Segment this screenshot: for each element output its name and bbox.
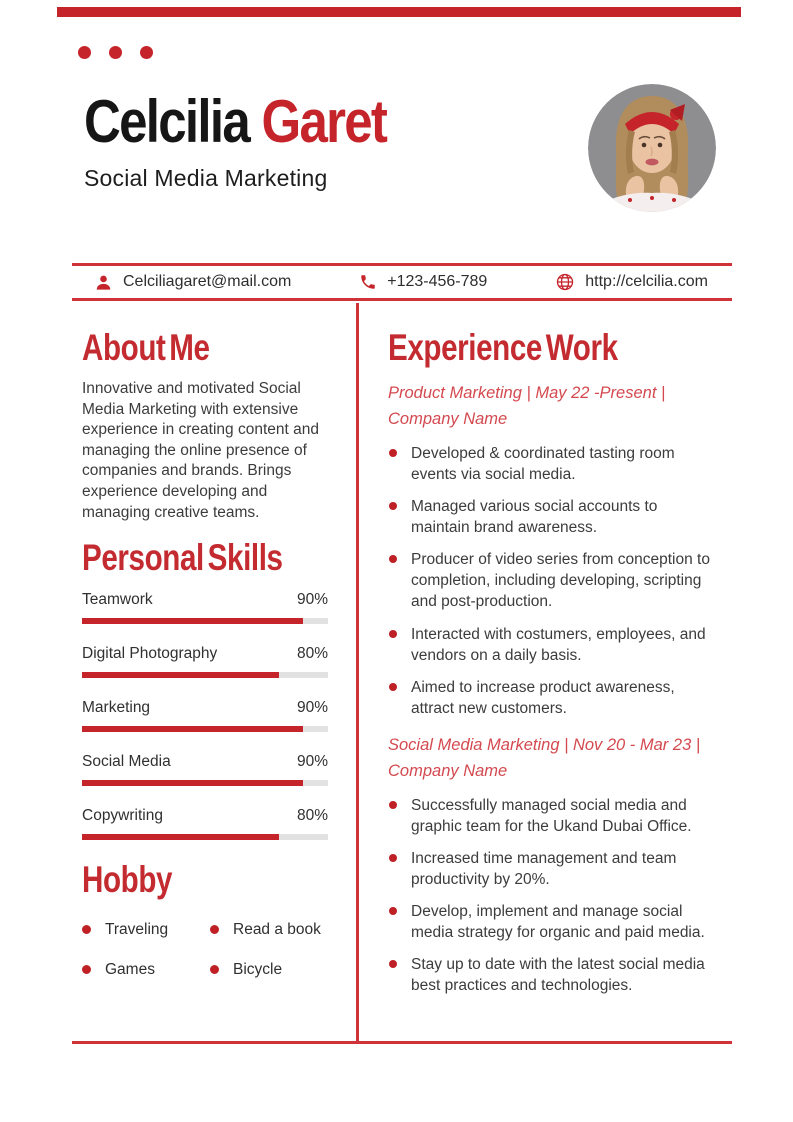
skill-bar-fill [82,726,303,732]
skill-bar-track [82,780,328,786]
bullet-icon [210,965,219,974]
job-bullet: Aimed to increase product awareness, attract new customers. [388,677,712,719]
skill-percent: 90% [296,590,328,608]
globe-icon [555,272,575,292]
skill-percent: 90% [296,752,328,770]
dot-icon [78,46,91,59]
header [84,90,440,192]
bullet-icon [210,925,219,934]
skill-label: Marketing [82,698,151,716]
skill-bar-track [82,618,328,624]
column-divider [356,303,359,1042]
top-accent-bar [57,7,741,17]
skill-item [82,753,328,786]
experience-title: Experience Work [388,327,618,368]
skills-list [82,591,328,840]
last-name: Garet [261,88,387,155]
job-heading: Social Media Marketing | Nov 20 - Mar 23 | Company Name [388,735,701,780]
job-bullet: Managed various social accounts to maintain brand awareness. [388,496,712,538]
experience-jobs [388,380,712,996]
skill-bar-track [82,834,328,840]
left-column [82,329,328,979]
skill-bar-fill [82,618,303,624]
decorative-dots [78,46,153,59]
bottom-divider [72,1041,732,1044]
skill-item [82,699,328,732]
avatar [588,84,716,212]
person-icon [94,273,113,292]
skills-title: Personal Skills [82,536,283,578]
skill-label: Digital Photography [82,644,218,662]
hobby-item [210,921,328,939]
page-title [84,90,386,153]
skill-percent: 90% [296,698,328,716]
job-bullet-list [388,795,712,997]
skill-item [82,807,328,840]
hobby-label: Traveling [105,920,169,938]
hobby-label: Read a book [233,920,321,938]
skill-item [82,645,328,678]
job-bullet: Interacted with costumers, employees, and vendors on a daily basis. [388,624,712,666]
skill-bar-fill [82,834,279,840]
skill-bar-track [82,726,328,732]
skill-bar-fill [82,672,279,678]
content-columns [0,303,793,1044]
skill-item [82,591,328,624]
contact-bar [72,263,732,301]
bullet-icon [82,925,91,934]
dot-icon [140,46,153,59]
right-column [388,329,712,1007]
hobby-item [82,961,210,979]
skill-bar-fill [82,780,303,786]
job-entry [388,380,712,719]
skill-label: Social Media [82,752,171,770]
hobby-label: Bicycle [233,960,283,978]
phone-icon [359,273,377,291]
website-text: http://celcilia.com [585,273,708,290]
skill-label: Copywriting [82,806,163,824]
job-bullet: Develop, implement and manage social media strategy for organic and paid media. [388,901,712,943]
dot-icon [109,46,122,59]
about-text: Innovative and motivated Social Media Marketing with extensive experience in creating content and managing the online presence of companies and brands. Brings experience developing and managing creative teams. [82,380,319,521]
job-bullet: Increased time management and team productivity by 20%. [388,848,712,890]
job-bullet-list [388,443,712,719]
job-subtitle: Social Media Marketing [84,165,328,191]
job-bullet: Producer of video series from conception to completion, including developing, scripting and post-production. [388,549,712,612]
hobby-label: Games [105,960,155,978]
skill-label: Teamwork [82,590,153,608]
portrait-photo-illustration [588,84,716,212]
hobby-list [82,921,328,979]
phone-text: +123-456-789 [387,273,488,290]
skill-bar-track [82,672,328,678]
contact-phone [359,273,487,291]
bullet-icon [82,965,91,974]
job-heading: Product Marketing | May 22 -Present | Company Name [388,384,666,428]
about-title: About Me [82,327,210,368]
skill-percent: 80% [296,806,328,824]
hobby-item [210,961,328,979]
email-text: Celciliagaret@mail.com [123,273,292,290]
job-bullet: Developed & coordinated tasting room events via social media. [388,443,712,485]
contact-email [94,273,291,292]
contact-website [555,272,708,292]
job-entry [388,732,712,997]
hobby-title: Hobby [82,858,173,900]
job-bullet: Stay up to date with the latest social media best practices and technologies. [388,954,712,996]
hobby-item [82,921,210,939]
job-bullet: Successfully managed social media and graphic team for the Ukand Dubai Office. [388,795,712,837]
skill-percent: 80% [296,644,328,662]
first-name: Celcilia [84,88,250,155]
